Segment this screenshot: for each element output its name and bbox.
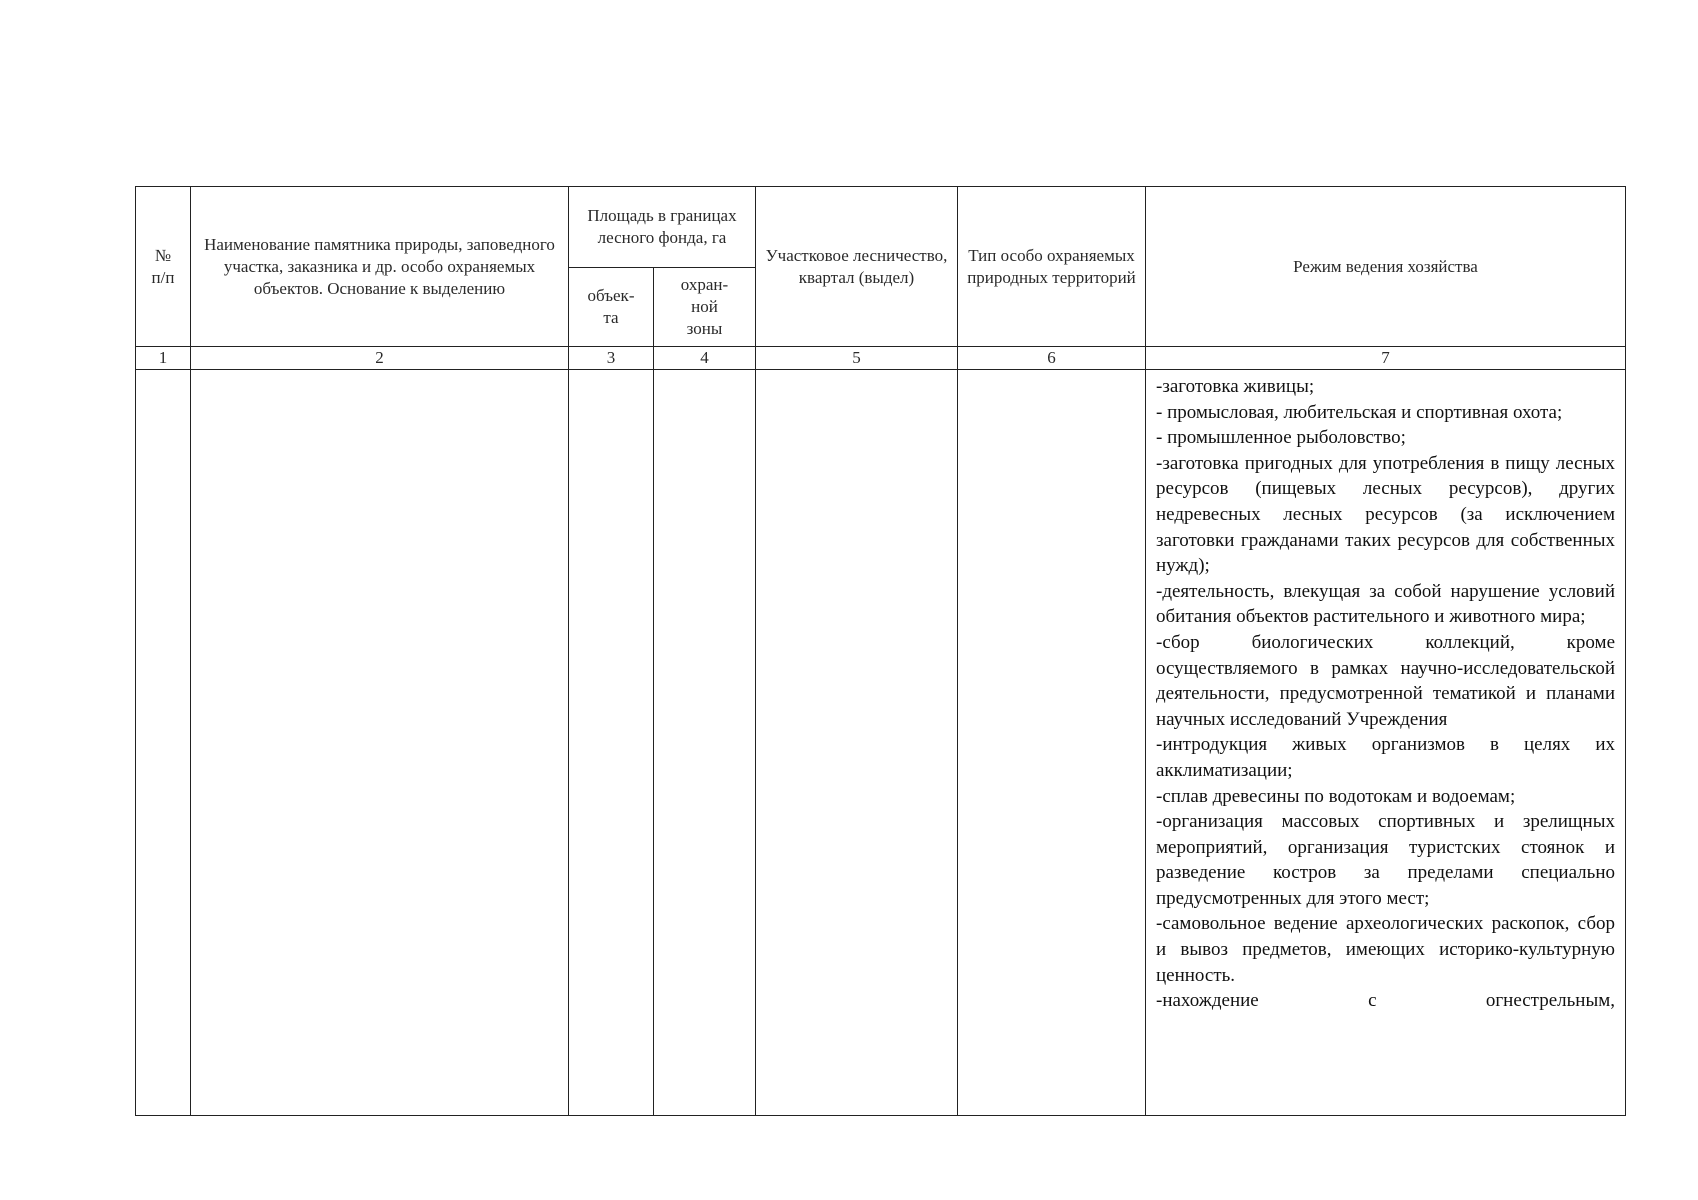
header-name: Наименование памятника природы, заповедного участка, заказника и др. особо охраняемых объектов. Основание к выделению bbox=[191, 187, 569, 347]
header-number: № п/п bbox=[136, 187, 191, 347]
regime-item: -сбор биологических коллекций, кроме осуществляемого в рамках научно-исследовательской деятельности, предусмотренной тематикой и планами научных исследований Учреждения bbox=[1156, 631, 1615, 730]
header-area-group: Площадь в границах лесного фонда, га bbox=[569, 187, 756, 268]
column-number: 5 bbox=[756, 347, 958, 370]
column-number: 4 bbox=[654, 347, 756, 370]
cell-area-object bbox=[569, 370, 654, 1116]
regime-item: -деятельность, влекущая за собой нарушение условий обитания объектов растительного и животного мира; bbox=[1156, 580, 1615, 628]
cell-forestry bbox=[756, 370, 958, 1116]
column-number: 3 bbox=[569, 347, 654, 370]
column-number: 1 bbox=[136, 347, 191, 370]
header-area-zone: охран- ной зоны bbox=[654, 268, 756, 347]
regime-item: -заготовка живицы; bbox=[1156, 376, 1315, 397]
header-area-object: объек- та bbox=[569, 268, 654, 347]
column-number: 2 bbox=[191, 347, 569, 370]
header-regime: Режим ведения хозяйства bbox=[1146, 187, 1626, 347]
column-number: 6 bbox=[958, 347, 1146, 370]
column-number-row bbox=[136, 347, 1626, 370]
header-type: Тип особо охраняемых природных территорий bbox=[958, 187, 1146, 347]
column-number: 7 bbox=[1146, 347, 1626, 370]
cell-number bbox=[136, 370, 191, 1116]
cell-name bbox=[191, 370, 569, 1116]
regime-item: -заготовка пригодных для употребления в пищу лесных ресурсов (пищевых лесных ресурсов), других недревесных лесных ресурсов (за исключением заготовки гражданами таких ресурсов для собственных нужд); bbox=[1156, 452, 1615, 577]
regime-item: -самовольное ведение археологических раскопок, сбор и вывоз предметов, имеющих историко-культурную ценность. bbox=[1156, 913, 1615, 986]
regime-item: -интродукция живых организмов в целях их акклиматизации; bbox=[1156, 734, 1615, 781]
table-row bbox=[136, 370, 1626, 1116]
regime-table bbox=[135, 186, 1626, 1116]
regime-item: -сплав древесины по водотокам и водоемам; bbox=[1156, 785, 1516, 807]
regime-item: - промысловая, любительская и спортивная охота; bbox=[1156, 401, 1563, 423]
cell-area-zone bbox=[654, 370, 756, 1116]
regime-list bbox=[1146, 370, 1625, 1114]
header-forestry: Участковое лесничество, квартал (выдел) bbox=[756, 187, 958, 347]
regime-item: -нахождение с огнестрельным, bbox=[1156, 990, 1615, 1012]
regime-item: -организация массовых спортивных и зрелищных мероприятий, организация туристских стоянок и разведение костров за пределами специально предусмотренных для этого мест; bbox=[1156, 811, 1615, 909]
regime-item: - промышленное рыболовство; bbox=[1156, 427, 1406, 449]
cell-regime bbox=[1146, 370, 1626, 1116]
cell-type bbox=[958, 370, 1146, 1116]
header-row bbox=[136, 187, 1626, 268]
